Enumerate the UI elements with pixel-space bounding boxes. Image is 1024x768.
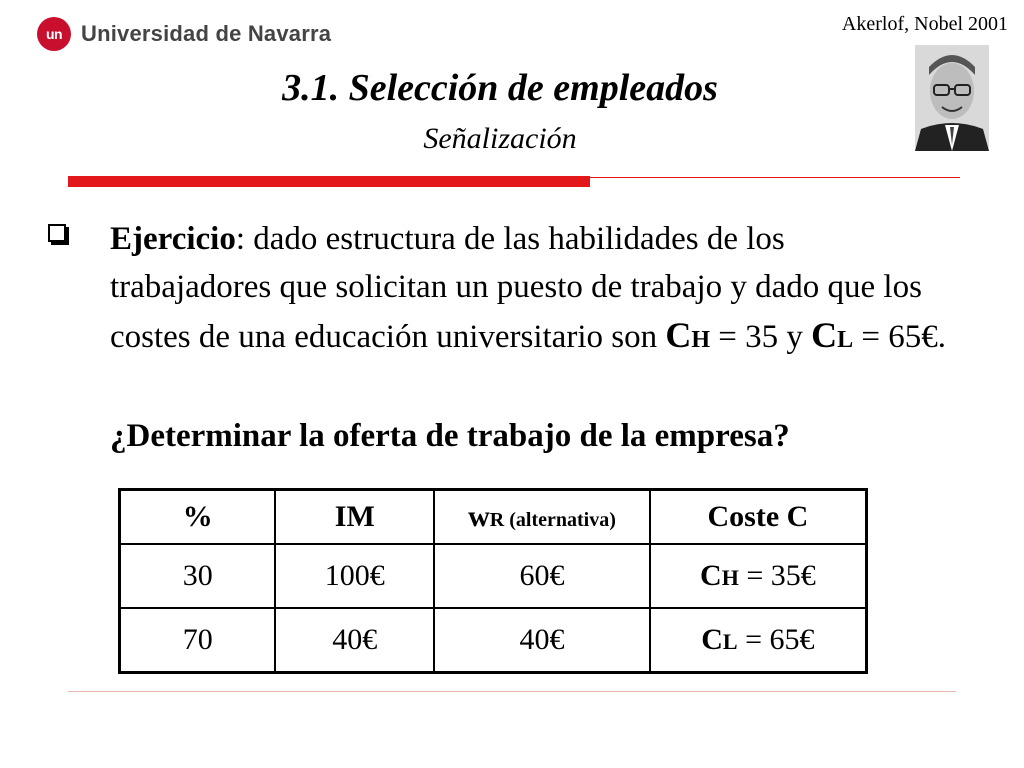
ch-symbol: CH xyxy=(665,315,710,355)
footer-rule xyxy=(68,691,956,692)
header-wr: wR (alternativa) xyxy=(434,490,650,545)
ch-value: = 35 xyxy=(710,319,779,355)
cell-wr: 60€ xyxy=(434,544,650,608)
cell-im: 40€ xyxy=(275,608,434,673)
slide-subtitle: Señalización xyxy=(423,122,577,155)
logo-text: Universidad de Navarra xyxy=(81,21,332,46)
cell-pct: 30 xyxy=(120,544,276,608)
cell-pct: 70 xyxy=(120,608,276,673)
title-rule-thin xyxy=(590,177,960,178)
logo-mark: un xyxy=(37,17,71,51)
cell-cost: CL = 65€ xyxy=(650,608,867,673)
header-cost: Coste C xyxy=(650,490,867,545)
exercise-paragraph xyxy=(110,215,950,364)
cl-symbol: CL xyxy=(811,315,854,355)
cell-cost: CH = 35€ xyxy=(650,544,867,608)
joiner: y xyxy=(778,319,812,355)
exercise-label: Ejercicio xyxy=(110,221,236,257)
checkbox-bullet-icon xyxy=(48,224,66,242)
header-im: IM xyxy=(275,490,434,545)
exercise-text: : dado estructura de las habilidades de los trabajadores que solicitan un puesto de trabajo y dado que los costes de una educación universitario son xyxy=(110,221,922,355)
table-row xyxy=(120,608,867,673)
university-logo xyxy=(37,17,331,51)
title-rule-thick xyxy=(68,176,590,187)
data-table xyxy=(118,488,868,674)
credit-text: Akerlof, Nobel 2001 xyxy=(841,13,1008,35)
header-pct: % xyxy=(120,490,276,545)
table-header-row xyxy=(120,490,867,545)
cell-im: 100€ xyxy=(275,544,434,608)
cl-value: = 65€. xyxy=(853,319,947,355)
cell-wr: 40€ xyxy=(434,608,650,673)
table-row xyxy=(120,544,867,608)
slide-title: 3.1. Selección de empleados xyxy=(282,67,718,109)
question-text: ¿Determinar la oferta de trabajo de la empresa? xyxy=(110,418,790,454)
